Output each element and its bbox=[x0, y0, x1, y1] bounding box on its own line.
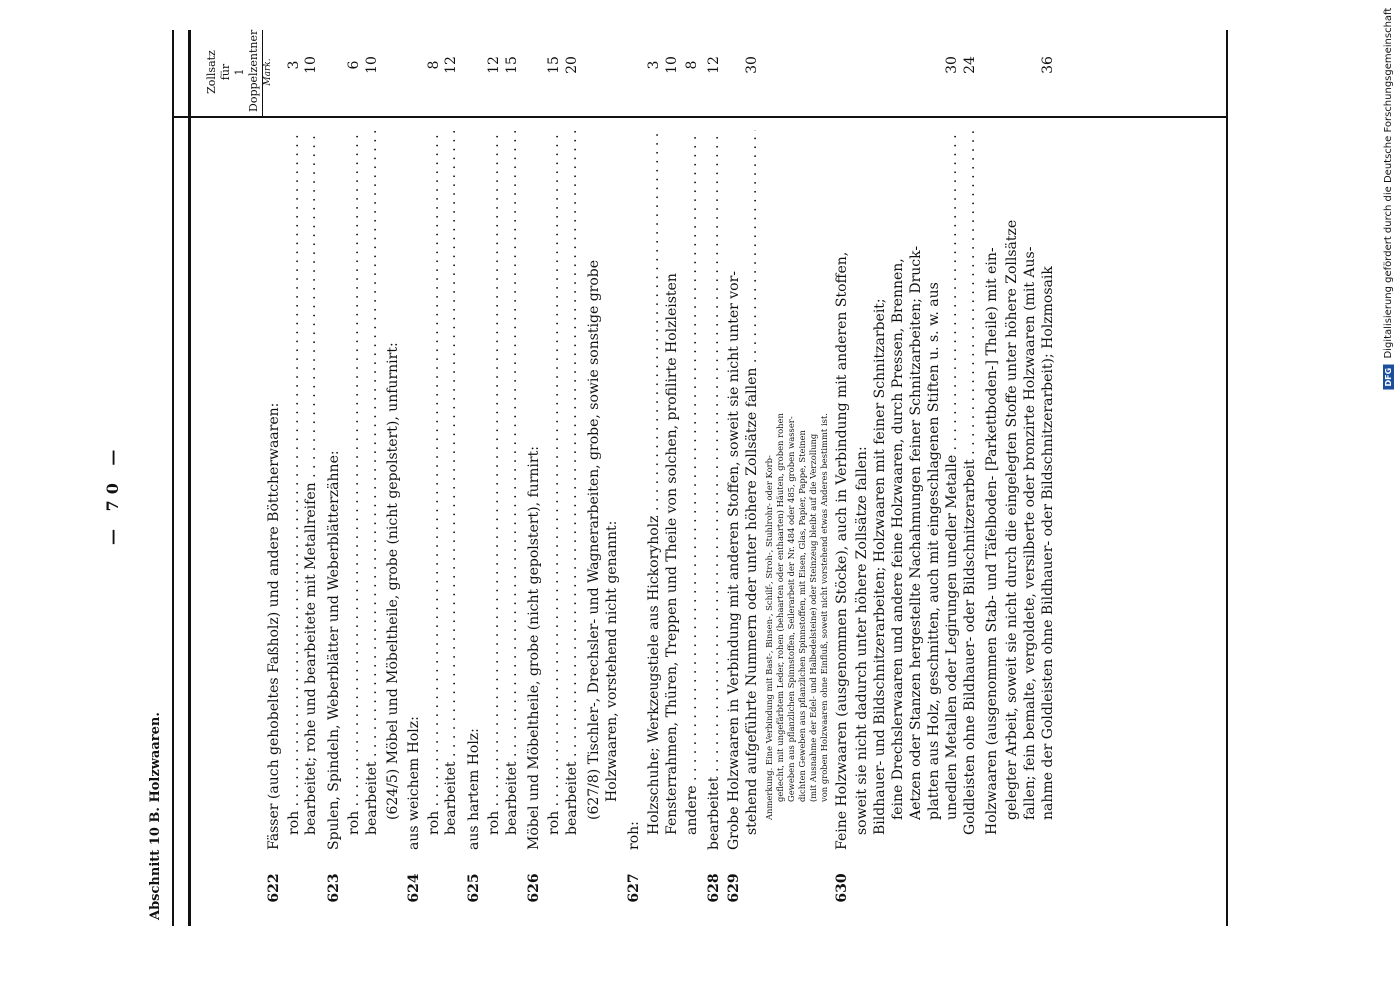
item-description: Feine Holzwaaren (ausgenommen Stöcke), auch in Verbindung mit anderen Stoffen, bbox=[834, 251, 850, 850]
tariff-number: 630 bbox=[834, 873, 850, 903]
tariff-number: 627 bbox=[626, 873, 642, 903]
item-description: Aetzen oder Stanzen hergestellte Nachahmungen feiner Schnitzarbeiten; Druck- bbox=[908, 245, 924, 820]
tariff-number: 629 bbox=[726, 873, 742, 903]
tariff-number: 624 bbox=[406, 873, 422, 903]
item-description: roh . . . bbox=[286, 130, 302, 835]
item-description: bearbeitet . . . bbox=[706, 130, 722, 850]
tariff-number: 622 bbox=[266, 873, 282, 903]
item-description: (627/8) Tischler-, Drechsler- und Wagnerarbeiten, grobe, sowie sonstige grobe bbox=[586, 259, 602, 820]
duty-rate: 6 bbox=[346, 60, 362, 70]
item-description: Möbel und Möbeltheile, grobe (nicht gepolstert), furnirt: bbox=[526, 446, 542, 850]
duty-rate: 12 bbox=[706, 56, 722, 74]
item-description: Holzwaaren, vorstehend nicht genannt: bbox=[604, 520, 620, 802]
item-description: bearbeitet . . . bbox=[364, 130, 380, 835]
item-description: bearbeitet . . . bbox=[564, 130, 580, 835]
item-description: Spulen, Spindeln, Weberblätter und Weberblätterzähne: bbox=[326, 450, 342, 850]
section-heading: Abschnitt 10 B. Holzwaaren. bbox=[148, 712, 163, 920]
item-description: Goldleisten ohne Bildhauer- oder Bildschnitzerarbeit . . . bbox=[962, 130, 978, 835]
rate-header-line3: 1 Doppelzentner bbox=[233, 29, 260, 112]
item-description: unedlen Metallen oder Legirungen unedler Metalle . . . bbox=[944, 130, 960, 820]
duty-rate: 10 bbox=[664, 56, 680, 74]
item-description: Holzschuhe; Werkzeugstiele aus Hickoryholz . . . bbox=[646, 130, 662, 835]
annotation-line: Geweben aus pflanzlichen Spinnstoffen, Seilerarbeit der Nr. 484 oder 485, groben wasser- bbox=[786, 416, 796, 802]
tariff-number: 626 bbox=[526, 873, 542, 903]
credit-text: Digitalisierung gefördert durch die Deutsche Forschungsgemeinschaft bbox=[1383, 8, 1394, 359]
annotation-line: (mit Ausnahme der Edel- und Halbedelsteine) oder Steinzeug bleibt auf die Verzollung bbox=[808, 433, 818, 802]
rate-column-divider bbox=[172, 116, 1227, 118]
duty-rate: 30 bbox=[744, 56, 760, 74]
item-description: Holzwaaren (ausgenommen Stab- und Täfelboden- [Parkettboden-] Theile) mit ein- bbox=[984, 247, 1000, 835]
tariff-number: 628 bbox=[706, 873, 722, 903]
duty-rate: 20 bbox=[564, 56, 580, 74]
rate-column-header bbox=[205, 29, 275, 112]
item-description: platten aus Holz, geschnitten, auch mit eingeschlagenen Stiften u. s. w. aus bbox=[926, 282, 942, 820]
item-description: roh . . . bbox=[346, 130, 362, 835]
item-description: andere . . . bbox=[684, 130, 700, 835]
duty-rate: 30 bbox=[944, 56, 960, 74]
duty-rate: 3 bbox=[646, 60, 662, 70]
item-description: roh . . . bbox=[426, 130, 442, 835]
duty-rate: 10 bbox=[303, 56, 319, 74]
header-rule bbox=[188, 30, 191, 926]
item-description: roh . . . bbox=[486, 130, 502, 835]
tariff-number: 623 bbox=[326, 873, 342, 903]
duty-rate: 8 bbox=[426, 60, 442, 70]
duty-rate: 15 bbox=[546, 56, 562, 74]
annotation-line: dichten Geweben aus pflanzlichen Spinnstoffen, mit Eisen, Glas, Papier, Pappe, Steinen bbox=[797, 430, 807, 802]
annotation-line: von groben Holzwaaren ohne Einfluß, soweit nicht vorstehend etwas Anderes bestimmt ist. bbox=[819, 413, 829, 802]
item-description: Grobe Holzwaaren in Verbindung mit anderen Stoffen, soweit sie nicht unter vor- bbox=[726, 270, 742, 850]
top-rule bbox=[172, 30, 174, 926]
annotation-line: Anmerkung. Eine Verbindung mit Bast-, Binsen-, Schilf-, Stroh-, Stuhlrohr- oder Korb- bbox=[764, 455, 774, 820]
duty-rate: 10 bbox=[364, 56, 380, 74]
item-description: Bildhauer- und Bildschnitzerarbeiten; Holzwaaren mit feiner Schnitzarbeit; bbox=[872, 298, 888, 835]
duty-rate: 3 bbox=[286, 60, 302, 70]
item-description: bearbeitet . . . bbox=[504, 130, 520, 835]
item-description: Fässer (auch gehobeltes Faßholz) und andere Böttcherwaaren: bbox=[266, 402, 282, 850]
item-description: soweit sie nicht dadurch unter höhere Zollsätze fallen: bbox=[854, 446, 870, 835]
rate-header-line2: für bbox=[219, 63, 232, 81]
annotation-line: geflecht, mit ungefärbtem Leder, rohen (behaarten oder enthaarten) Häuten, groben rohen bbox=[775, 413, 785, 802]
rate-unit: Mark. bbox=[263, 58, 273, 86]
item-description: fallen; fein bemalte, vergoldete, versilberte oder bronzirte Holzwaaren (mit Aus- bbox=[1022, 246, 1038, 820]
rate-header-line1: Zollsatz bbox=[205, 50, 218, 94]
item-description: roh: bbox=[626, 821, 642, 850]
item-description: nahme der Goldleisten ohne Bildhauer- oder Bildschnitzerarbeit); Holzmosaik bbox=[1040, 266, 1056, 820]
bottom-rule bbox=[1226, 30, 1228, 926]
duty-rate: 8 bbox=[684, 60, 700, 70]
item-description: aus hartem Holz: bbox=[466, 728, 482, 850]
item-description: (624/5) Möbel und Möbeltheile, grobe (nicht gepolstert), unfurnirt: bbox=[385, 342, 401, 820]
item-description: Fensterrahmen, Thüren, Treppen und Theile von solchen, profilirte Holzleisten bbox=[664, 273, 680, 835]
page-number: — 70 — bbox=[103, 443, 122, 545]
digitization-credit bbox=[1383, 8, 1394, 390]
dfg-logo: DFG bbox=[1383, 365, 1394, 390]
duty-rate: 15 bbox=[504, 56, 520, 74]
duty-rate: 12 bbox=[443, 56, 459, 74]
item-description: bearbeitet; rohe und bearbeitete mit Metallreifen . . . bbox=[303, 130, 319, 835]
item-description: feine Drechslerwaaren und andere feine Holzwaaren, durch Pressen, Brennen, bbox=[890, 258, 906, 820]
tariff-number: 625 bbox=[466, 873, 482, 903]
duty-rate: 36 bbox=[1040, 56, 1056, 74]
duty-rate: 12 bbox=[486, 56, 502, 74]
item-description: aus weichem Holz: bbox=[406, 716, 422, 850]
item-description: roh . . . bbox=[546, 130, 562, 835]
item-description: gelegter Arbeit, soweit sie nicht durch die eingelegten Stoffe unter höhere Zollsätze bbox=[1004, 219, 1020, 820]
item-description: stehend aufgeführte Nummern oder unter höhere Zollsätze fallen . . . bbox=[744, 130, 760, 835]
item-description: bearbeitet . . . bbox=[443, 130, 459, 835]
duty-rate: 24 bbox=[962, 56, 978, 74]
